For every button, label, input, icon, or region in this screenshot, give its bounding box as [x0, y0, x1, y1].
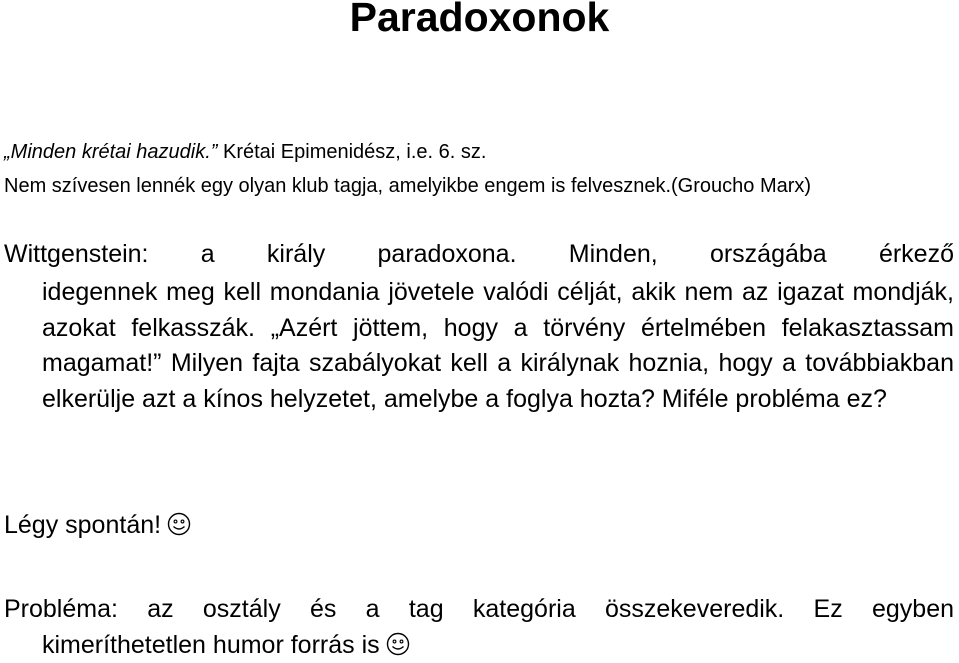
epimenides-quote-text: „Minden krétai hazudik.” [4, 141, 217, 163]
smiley-icon [386, 632, 410, 656]
problem-statement-line-1: Probléma: az osztály és a tag kategória összekeveredik. Ez egyben [4, 592, 954, 628]
wittgenstein-paradox-first-line: Wittgenstein: a király paradoxona. Minden, országába érkező [4, 237, 954, 273]
problem-statement-line-2-text: kimeríthetetlen humor forrás is [42, 631, 380, 659]
problem-statement [4, 592, 954, 663]
groucho-quote: Nem szívesen lennék egy olyan klub tagja, amelyikbe engem is felvesznek.(Groucho Marx) [4, 174, 949, 198]
spontaneous-paradox-text: Légy spontán! [4, 511, 161, 539]
epimenides-attribution: Krétai Epimenidész, i.e. 6. sz. [217, 141, 486, 163]
epimenides-quote [4, 140, 949, 164]
smiley-icon [167, 512, 191, 536]
page-title: Paradoxonok [0, 0, 959, 38]
wittgenstein-paradox-body: idegennek meg kell mondania jövetele valódi célját, akik nem az igazat mondják, azokat felkasszák. „Azért jöttem, hogy a törvény értelmében felakasztassam magamat!” Milyen fajta szabályokat kell a királynak hoznia, hogy a továbbiakban elkerülje azt a kínos helyzetet, amelybe a foglya hozta? Miféle probléma ez? [42, 275, 954, 417]
spontaneous-paradox [4, 508, 191, 544]
